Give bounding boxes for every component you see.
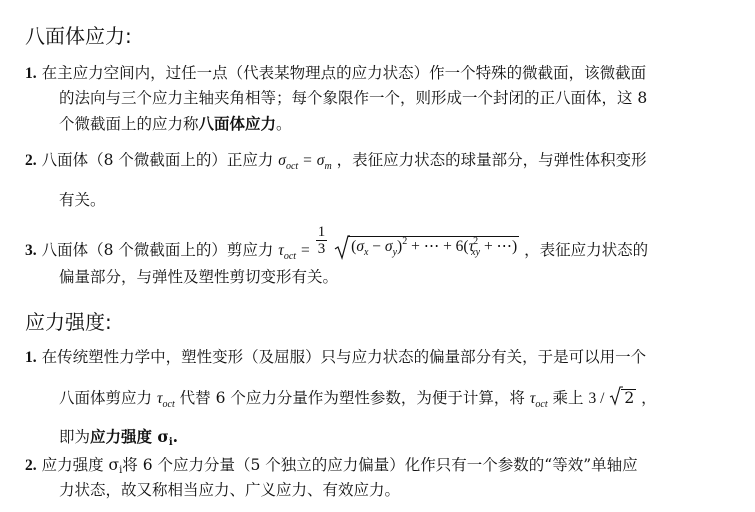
- paragraph-text: 八面体（8 个微截面上的）剪应力: [41, 240, 274, 259]
- paragraph-5-line-1: 2. 应力强度 σi将 6 个应力分量（5 个独立的应力偏量）化作只有一个参数的“等效”单轴应: [25, 456, 638, 476]
- paragraph-4-line-1: [25, 350, 646, 366]
- paragraph-text: 八面体剪应力: [59, 389, 153, 407]
- radical-sign-icon: [609, 386, 623, 406]
- formula-factor: 3 / 2: [589, 389, 642, 407]
- paragraph-text: 。: [276, 115, 292, 133]
- formula-normal-stress: $\sigma_{oct} = \sigma_m$: [278, 152, 332, 172]
- paragraph-4-line-3: 即为应力强度 σi.: [59, 427, 179, 448]
- paragraph-5-line-2: 力状态，故又称相当应力、广义应力、有效应力。: [59, 481, 401, 499]
- item-number: 3.: [25, 241, 37, 259]
- paragraph-text: 将 6 个应力分量（5 个独立的应力偏量）化作只有一个参数的“等效”单轴应: [122, 456, 638, 474]
- paragraph-text: 八面体（8 个微截面上的）正应力: [41, 151, 274, 169]
- paragraph-text: 在主应力空间内，过任一点（代表某物理点的应力状态）作一个特殊的微截面，该微截面: [41, 64, 647, 82]
- paragraph-1-line-1: [25, 66, 646, 82]
- square-root: $(\sigma_x - \sigma_y)^2$ + ⋯ + $6(\tau^2_{xy}$ + ⋯): [334, 236, 519, 255]
- fraction-one-third: $\frac{1}{3}$: [317, 224, 326, 257]
- paragraph-1-line-3: [59, 116, 292, 133]
- radical-sign-icon: [334, 234, 350, 260]
- paragraph-3-line-1: [25, 224, 649, 262]
- paragraph-2-line-1: [25, 151, 647, 172]
- item-number: 2.: [25, 457, 37, 474]
- term-octahedral-stress: 八面体应力: [198, 114, 277, 133]
- paragraph-text: 代替 6 个应力分量作为塑性参数，为便于计算，将: [179, 389, 525, 407]
- section-title-octahedral-stress: 八面体应力:: [25, 24, 132, 48]
- item-number: 1.: [25, 65, 37, 82]
- paragraph-text: 乘上: [552, 389, 584, 407]
- item-number: 1.: [25, 349, 37, 366]
- paragraph-4-line-2: 八面体剪应力 $\tau_{oct}$ 代替 6 个应力分量作为塑性参数，为便于计算，将 $\tau_{oct}$ 乘上 3 / 2 ，: [59, 389, 657, 407]
- paragraph-text: 在传统塑性力学中，塑性变形（及屈服）只与应力状态的偏量部分有关，于是可以用一个: [41, 348, 647, 366]
- paragraph-text: ，表征应力状态的: [524, 240, 649, 259]
- paragraph-2-line-2: 有关。: [59, 191, 106, 209]
- term-stress-intensity: 应力强度 σ: [90, 427, 169, 446]
- formula-shear-stress: $\tau_{oct}$ = $\frac{1}{3}$ $(\sigma_x - \sigma_y)^2$ + ⋯ + $6(\tau^2_{xy}$ + ⋯): [278, 224, 518, 262]
- paragraph-text: 应力强度 σ: [41, 456, 120, 474]
- paragraph-text: 即为: [59, 428, 91, 446]
- paragraph-3-line-2: 偏量部分，与弹性及塑性剪切变形有关。: [59, 268, 339, 286]
- section-title-stress-intensity: 应力强度:: [25, 310, 112, 334]
- paragraph-text: 个微截面上的应力称: [59, 115, 199, 133]
- item-number: 2.: [25, 152, 37, 169]
- paragraph-1-line-2: 的法向与三个应力主轴夹角相等；每个象限作一个，则形成一个封闭的正八面体，这 8: [59, 89, 648, 107]
- paragraph-text: ，表征应力状态的球量部分，与弹性体积变形: [336, 151, 647, 169]
